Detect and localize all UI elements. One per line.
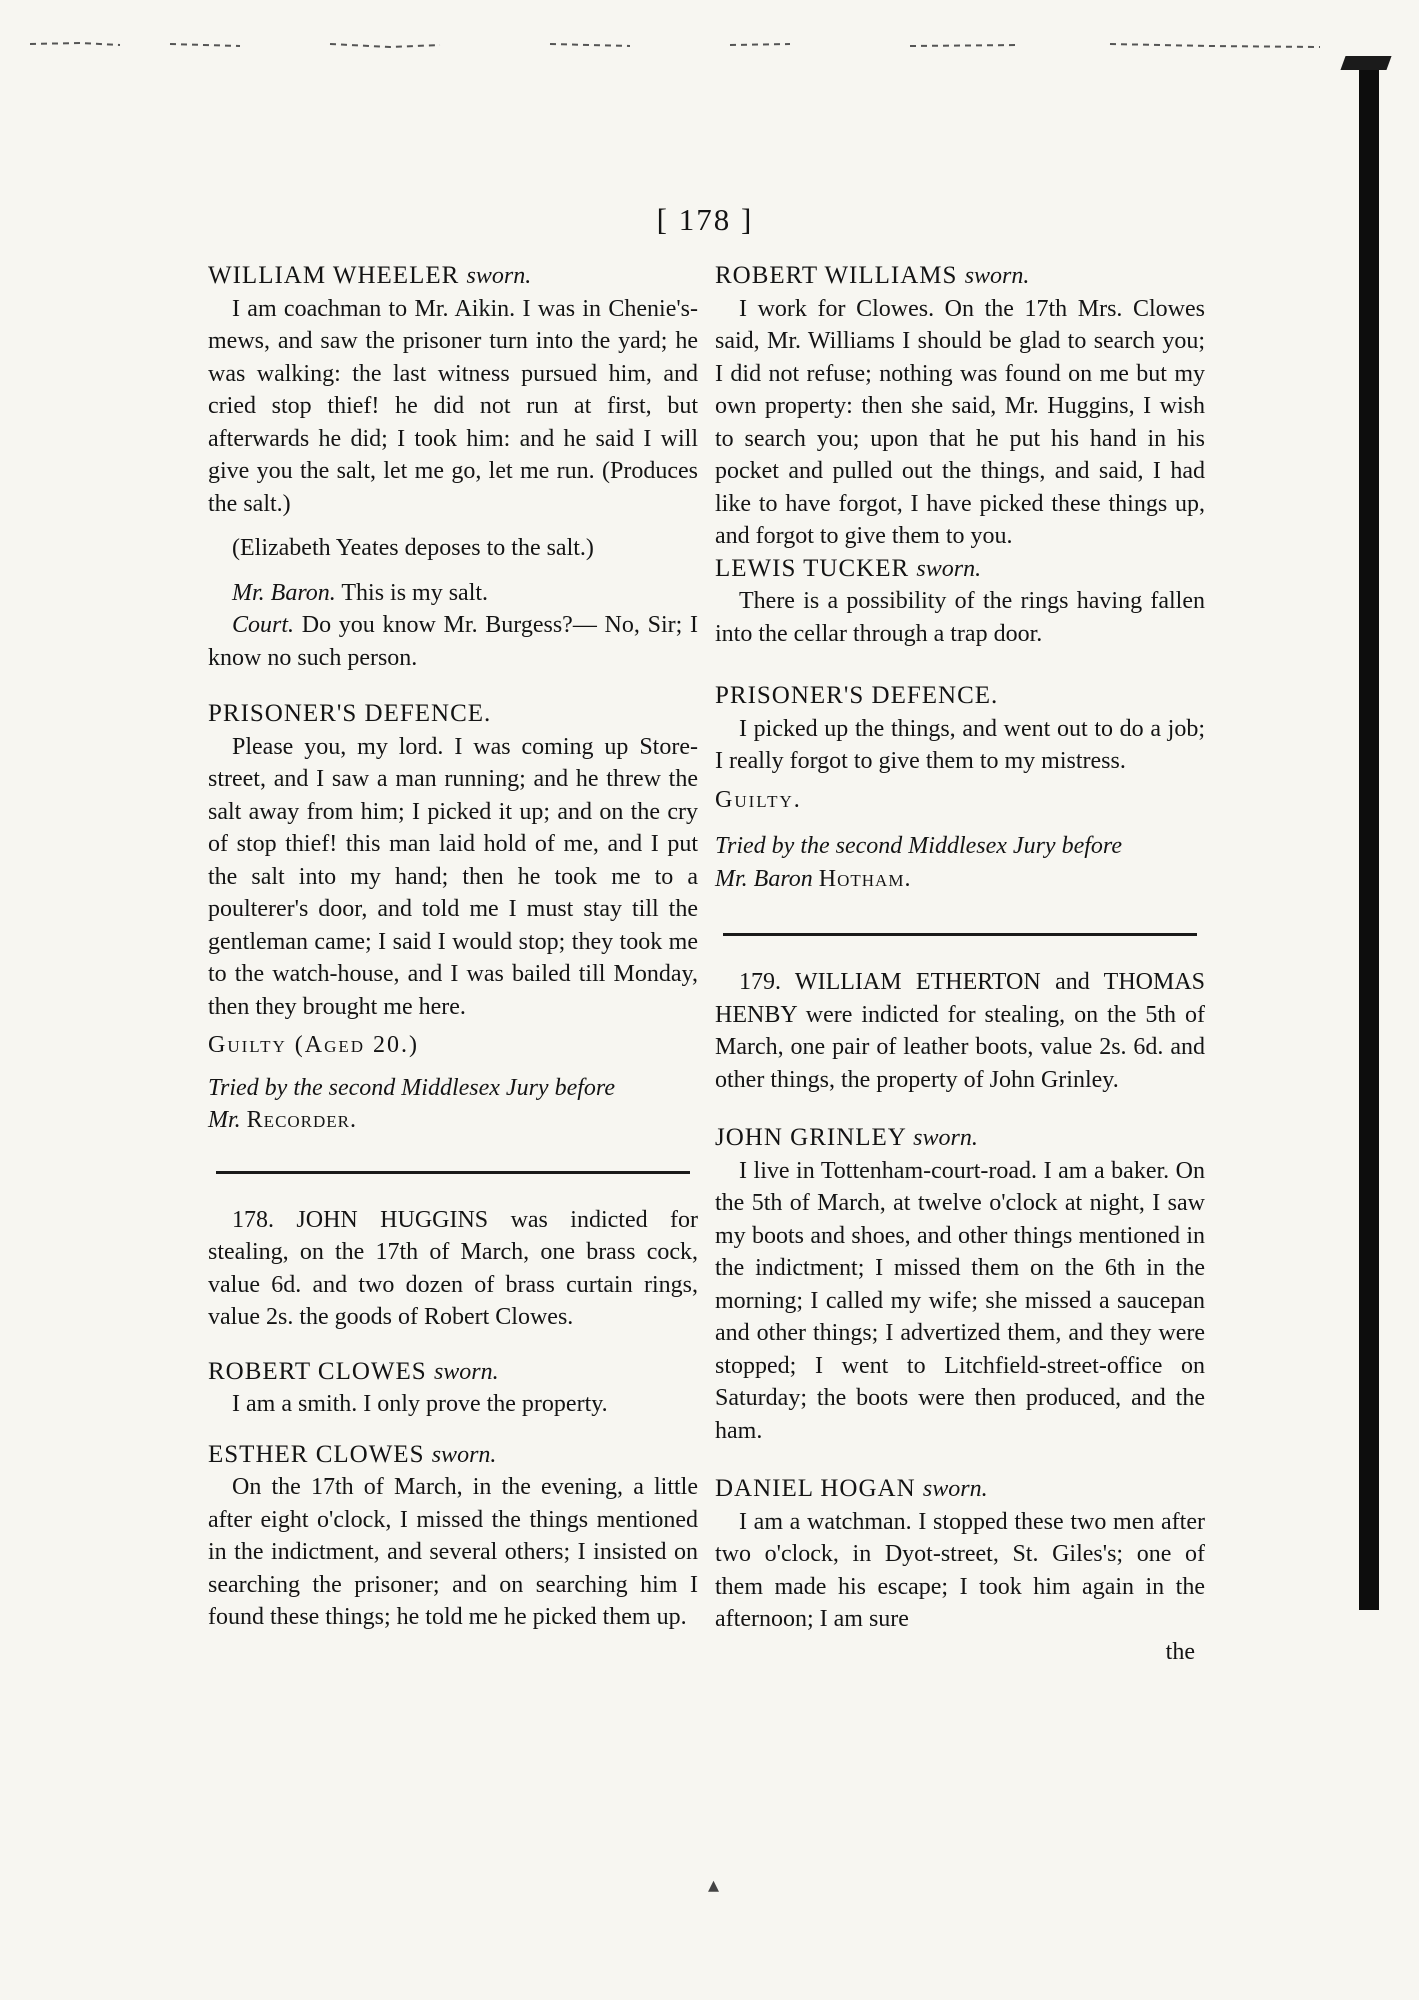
trial-note: Tried by the second Middlesex Jury before xyxy=(208,1074,615,1101)
right-column xyxy=(715,260,1205,1668)
deposition-note: (Elizabeth Yeates deposes to the salt.) xyxy=(232,535,594,561)
ink-speck: ▴ xyxy=(708,1872,720,1897)
witness-heading: ROBERT WILLIAMS sworn. xyxy=(715,262,1030,289)
indictment-178: 178. JOHN HUGGINS was indicted for stealing, on the 17th of March, one brass cock, value 6d. and two dozen of brass curtain rings, value 2s. the goods of Robert Clowes. xyxy=(208,1206,698,1330)
testimony: I am coachman to Mr. Aikin. I was in Chenie's-mews, and saw the prisoner turn into the yard; he was walking: the last witness pursued him, and cried stop thief! he did not run at first, but afterwards he did; I took him: and he said I will give you the salt, let me go, let me run. (Produces the salt.) xyxy=(208,295,698,517)
trial-judge: Mr. Baron Hotham. xyxy=(715,865,912,892)
trial-judge: Mr. Recorder. xyxy=(208,1107,358,1133)
page-number: [ 178 ] xyxy=(656,202,754,237)
testimony: I work for Clowes. On the 17th Mrs. Clowes said, Mr. Williams I should be glad to search you; I did not refuse; nothing was found on me but my own property: then she said, Mr. Huggins, I wish to search you; upon that he put his hand in his pocket and pulled out the things, and said, I had like to have forgot, I have picked these things up, and forgot to give them to you. xyxy=(715,295,1205,549)
witness-heading: DANIEL HOGAN sworn. xyxy=(715,1475,988,1502)
exchange-court: Court. Do you know Mr. Burgess?— No, Sir; I know no such person. xyxy=(208,612,698,671)
testimony: There is a possibility of the rings having fallen into the cellar through a trap door. xyxy=(715,588,1205,647)
defence-text: Please you, my lord. I was coming up Store-street, and I saw a man running; and he threw the salt away from him; I picked it up; and on the cry of stop thief! this man laid hold of me, and I put the salt into my hand; then he took me to a poulterer's door, and told me I must stay till the gentleman came; I said I would stop; they took me to the watch-house, and I was bailed till Monday, then they brought me here. xyxy=(208,733,698,1020)
defence-heading: PRISONER'S DEFENCE. xyxy=(208,700,492,727)
witness-heading: LEWIS TUCKER sworn. xyxy=(715,554,982,582)
binding-edge xyxy=(1359,70,1379,1610)
testimony: I am a smith. I only prove the property. xyxy=(232,1391,608,1417)
witness-heading: ROBERT CLOWES sworn. xyxy=(208,1357,499,1385)
testimony: I live in Tottenham-court-road. I am a baker. On the 5th of March, at twelve o'clock at night, I saw my boots and shoes, and other things mentioned in the indictment; I missed them on the 6th in the morning; I called my wife; she missed a saucepan and other things; I advertized them, and they were stopped; I went to Litchfield-street-office on Saturday; the boots were then produced, and the ham. xyxy=(715,1157,1205,1444)
binding-edge-top xyxy=(1340,56,1391,70)
indictment-179: 179. WILLIAM ETHERTON and THOMAS HENBY were indicted for stealing, on the 5th of March, one pair of leather boots, value 2s. 6d. and other things, the property of John Grinley. xyxy=(715,969,1205,1093)
exchange-baron: Mr. Baron. This is my salt. xyxy=(232,579,489,606)
witness-heading: JOHN GRINLEY sworn. xyxy=(715,1124,978,1151)
left-column xyxy=(208,260,698,1634)
testimony: On the 17th of March, in the evening, a little after eight o'clock, I missed the things mentioned in the indictment, and several others; I insisted on searching the prisoner; and on searching him I found these things; he told me he picked them up. xyxy=(208,1474,698,1630)
verdict: Guilty (Aged 20.) xyxy=(208,1032,420,1058)
scan-noise xyxy=(30,38,1360,52)
defence-heading: PRISONER'S DEFENCE. xyxy=(715,682,999,709)
witness-heading: ESTHER CLOWES sworn. xyxy=(208,1440,497,1468)
verdict: Guilty. xyxy=(715,786,802,813)
trial-note: Tried by the second Middlesex Jury before xyxy=(715,833,1122,859)
testimony: I am a watchman. I stopped these two men after two o'clock, in Dyot-street, St. Giles's; one of them made his escape; I took him again in the afternoon; I am sure xyxy=(715,1508,1205,1632)
catchword: the xyxy=(1165,1638,1195,1665)
witness-heading: WILLIAM WHEELER sworn. xyxy=(208,262,532,289)
defence-text: I picked up the things, and went out to do a job; I really forgot to give them to my mistress. xyxy=(715,715,1205,774)
